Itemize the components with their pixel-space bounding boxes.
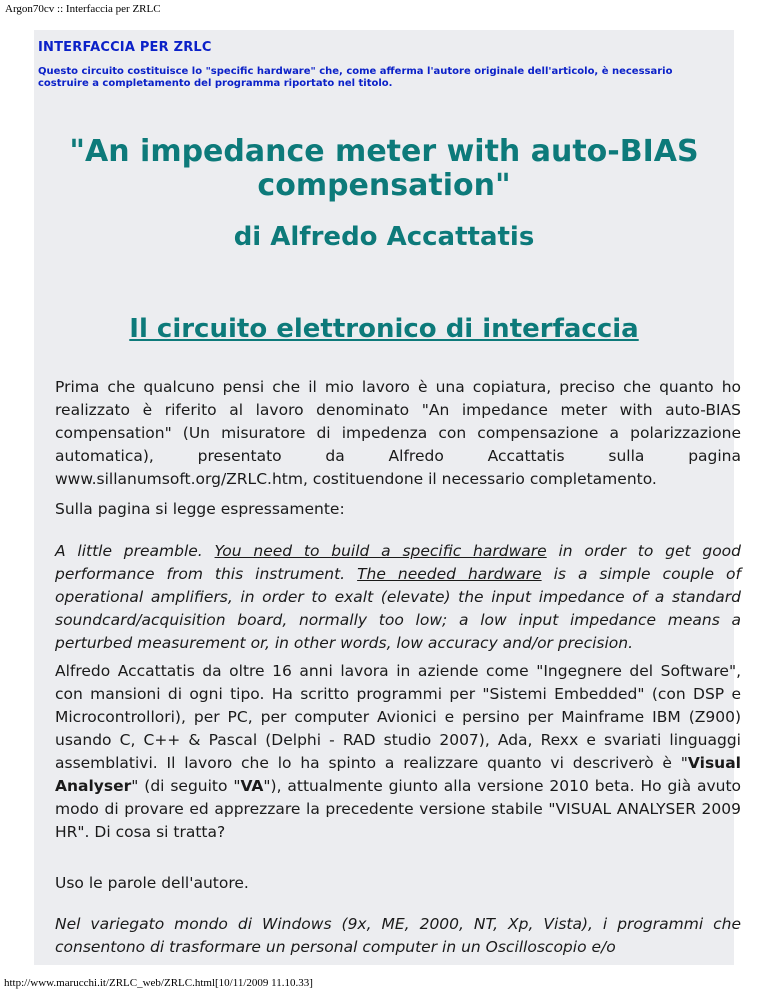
section-title: Il circuito elettronico di interfaccia [129,314,639,344]
paragraph-intro: Prima che qualcuno pensi che il mio lavoro è una copiatura, preciso che quanto ho realizzato è riferito al lavoro denominato "An impedance meter with auto-BIAS compensation" (Un misuratore di impedenza con compensazione a polarizzazione automatica), presentato da Alfredo Accattatis sulla pagina www.sillanumsoft.org/ZRLC.htm, costituendone il necessario completamento. [55,378,741,488]
paragraph-author-bio [43,660,741,844]
article-author: di Alfredo Accattatis [233,222,535,252]
quote-text-c: is a simple couple of operational amplifiers, in order to exalt (elevate) the input impedance of a standard soundcard/acquisition board, normally too low; a low input impedance means a perturbed measurement or, in other words, low accuracy and/or precision. [55,565,741,652]
header-description: Questo circuito costituisce lo "specific hardware" che, come afferma l'autore originale dell'articolo, è necessario costruire a completamento del programma riportato nel titolo. [38,66,673,89]
page-content [34,30,742,965]
bio-text-c: " (di seguito " [131,777,241,795]
bio-text-a: Alfredo Accattatis da oltre 16 anni lavora in aziende come "Ingegnere del Software", con mansioni di ogni tipo. Ha scritto programmi per "Sistemi Embedded" (con DSP e Microcontrollori), per PC, per computer Avionici e persino per Mainframe IBM (Z900) usando C, C++ & Pascal (Delphi - RAD studio 2007), Ada, Rexx e svariati linguaggi assemblativi. Il lavoro che lo ha spinto a realizzare quanto vi descriverò è " [55,662,741,772]
browser-title: Argon70cv :: Interfaccia per ZRLC [5,3,161,15]
paragraph-windows: Nel variegato mondo di Windows (9x, ME, 2000, NT, Xp, Vista), i programmi che consentono di trasformare un personal computer in un Oscilloscopio e/o [55,915,741,956]
paragraph-quote-lead: Sulla pagina si legge espressamente: [55,500,345,518]
bio-visual-analyser: Visual Analyser [55,754,741,795]
quote-text-b: in order to get good performance from this instrument. [55,542,741,583]
paragraph-author-words: Uso le parole dell'autore. [55,874,249,892]
bio-text-d: "), attualmente giunto alla versione 2010 beta. Ho già avuto modo di provare ed apprezzare la precedente versione stabile "VISUAL ANALYSER 2009 HR". Di cosa si tratta? [55,777,742,841]
quote-link-specific-hardware[interactable]: You need to build a specific hardware [214,542,547,560]
browser-footer-url: http://www.marucchi.it/ZRLC_web/ZRLC.html[10/11/2009 11.10.33] [4,977,313,989]
header-title: INTERFACCIA PER ZRLC [38,40,212,55]
paragraph-quote [43,540,741,655]
quote-link-needed-hardware[interactable]: The needed hardware [357,565,542,583]
article-title: "An impedance meter with auto-BIAS compensation" [69,134,699,203]
quote-text-a: A little preamble. [55,542,215,560]
bio-va: VA [240,777,264,795]
